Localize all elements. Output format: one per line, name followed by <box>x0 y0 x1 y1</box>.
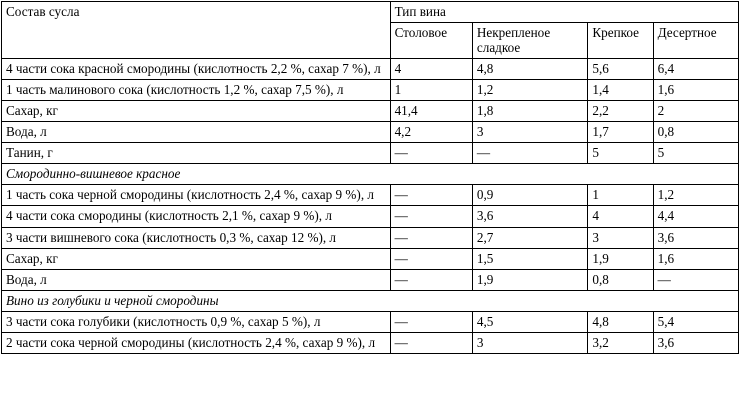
header-wine-type-group: Тип вина <box>390 2 738 23</box>
value-cell: — <box>390 185 472 206</box>
section-header-row <box>2 164 739 185</box>
value-cell: 5,6 <box>588 59 653 80</box>
value-cell: 6,4 <box>653 59 738 80</box>
value-cell: 3 <box>588 227 653 248</box>
value-cell: 0,8 <box>588 269 653 290</box>
table-row <box>2 206 739 227</box>
value-cell: — <box>390 332 472 353</box>
wine-must-composition-table <box>1 1 739 354</box>
value-cell: 41,4 <box>390 101 472 122</box>
value-cell: 3,6 <box>472 206 587 227</box>
value-cell: 4,8 <box>472 59 587 80</box>
value-cell: 2 <box>653 101 738 122</box>
ingredient-name-cell: Вода, л <box>2 269 391 290</box>
table-row <box>2 59 739 80</box>
ingredient-name-cell: 2 части сока черной смородины (кислотность 2,4 %, сахар 9 %), л <box>2 332 391 353</box>
value-cell: 2,2 <box>588 101 653 122</box>
value-cell: — <box>472 143 587 164</box>
value-cell: 5,4 <box>653 311 738 332</box>
table-row <box>2 143 739 164</box>
value-cell: 5 <box>653 143 738 164</box>
value-cell: 1,2 <box>472 80 587 101</box>
header-type-krepkoe: Крепкое <box>588 23 653 59</box>
ingredient-name-cell: 4 части сока смородины (кислотность 2,1 %, сахар 9 %), л <box>2 206 391 227</box>
ingredient-name-cell: 3 части сока голубики (кислотность 0,9 %, сахар 5 %), л <box>2 311 391 332</box>
ingredient-name-cell: 1 часть сока черной смородины (кислотность 2,4 %, сахар 9 %), л <box>2 185 391 206</box>
value-cell: — <box>390 143 472 164</box>
value-cell: — <box>390 206 472 227</box>
ingredient-name-cell: Сахар, кг <box>2 101 391 122</box>
value-cell: 5 <box>588 143 653 164</box>
value-cell: 1,7 <box>588 122 653 143</box>
value-cell: 1,2 <box>653 185 738 206</box>
section-header-row <box>2 290 739 311</box>
value-cell: — <box>390 269 472 290</box>
value-cell: 1 <box>588 185 653 206</box>
value-cell: 3 <box>472 332 587 353</box>
value-cell: 3 <box>472 122 587 143</box>
table-row <box>2 332 739 353</box>
value-cell: 4,5 <box>472 311 587 332</box>
value-cell: 2,7 <box>472 227 587 248</box>
table-row <box>2 269 739 290</box>
value-cell: 4,8 <box>588 311 653 332</box>
header-type-stolovoe: Столовое <box>390 23 472 59</box>
ingredient-name-cell: 1 часть малинового сока (кислотность 1,2 %, сахар 7,5 %), л <box>2 80 391 101</box>
value-cell: 4 <box>588 206 653 227</box>
value-cell: 0,9 <box>472 185 587 206</box>
ingredient-name-cell: 4 части сока красной смородины (кислотность 2,2 %, сахар 7 %), л <box>2 59 391 80</box>
table-body <box>2 59 739 354</box>
value-cell: 1,6 <box>653 80 738 101</box>
value-cell: — <box>390 311 472 332</box>
ingredient-name-cell: Сахар, кг <box>2 248 391 269</box>
value-cell: 3,2 <box>588 332 653 353</box>
table-row <box>2 248 739 269</box>
table-row <box>2 101 739 122</box>
section-header-label: Вино из голубики и черной смородины <box>2 290 739 311</box>
value-cell: 1,5 <box>472 248 587 269</box>
section-header-label: Смородинно-вишневое красное <box>2 164 739 185</box>
value-cell: 4,4 <box>653 206 738 227</box>
value-cell: — <box>653 269 738 290</box>
header-type-desertnoe: Десертное <box>653 23 738 59</box>
table-row <box>2 80 739 101</box>
ingredient-name-cell: Вода, л <box>2 122 391 143</box>
value-cell: 1,8 <box>472 101 587 122</box>
value-cell: 1 <box>390 80 472 101</box>
value-cell: 1,4 <box>588 80 653 101</box>
value-cell: 4 <box>390 59 472 80</box>
table-row <box>2 122 739 143</box>
table-row <box>2 311 739 332</box>
ingredient-name-cell: Танин, г <box>2 143 391 164</box>
table-row <box>2 185 739 206</box>
value-cell: 1,9 <box>588 248 653 269</box>
table-row <box>2 227 739 248</box>
value-cell: 3,6 <box>653 332 738 353</box>
value-cell: 3,6 <box>653 227 738 248</box>
header-row-group <box>2 2 739 23</box>
header-type-nekreplenoe-sladkoe: Некрепленое сладкое <box>472 23 587 59</box>
header-name-column: Состав сусла <box>2 2 391 59</box>
value-cell: — <box>390 227 472 248</box>
value-cell: 4,2 <box>390 122 472 143</box>
ingredient-name-cell: 3 части вишневого сока (кислотность 0,3 %, сахар 12 %), л <box>2 227 391 248</box>
table-header <box>2 2 739 59</box>
value-cell: 0,8 <box>653 122 738 143</box>
value-cell: — <box>390 248 472 269</box>
value-cell: 1,6 <box>653 248 738 269</box>
value-cell: 1,9 <box>472 269 587 290</box>
